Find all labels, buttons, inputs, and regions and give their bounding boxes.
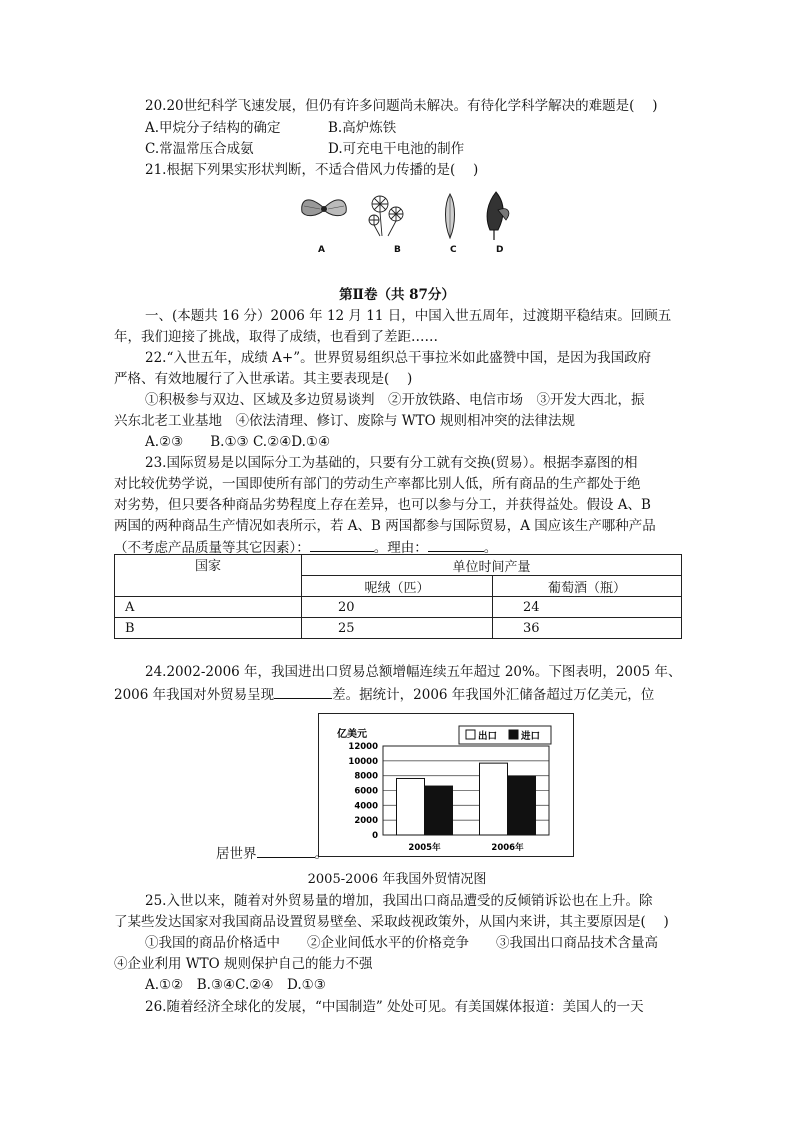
table-row [115, 597, 682, 618]
fruit-b-tufted-seed-icon [369, 196, 403, 236]
fruit-label-c: C [450, 245, 457, 255]
fruit-c-pod-icon [446, 194, 455, 238]
q23-line-1: 23.国际贸易是以国际分工为基础的，只要有分工就有交换(贸易）。根据李嘉图的相 [145, 455, 638, 471]
y-axis-label: 亿美元 [337, 729, 367, 740]
fruit-label-a: A [318, 245, 325, 255]
y-tick-label: 12000 [348, 742, 378, 752]
q20-stem: 20.20世纪科学飞速发展，但仍有许多问题尚未解决。有待化学科学解决的难题是( ) [145, 98, 658, 114]
q23-prompt: （不考虑产品质量等其它因素）： [114, 540, 310, 556]
q24-answer-blank-rank[interactable] [257, 843, 315, 858]
table-header-output: 单位时间产量 [302, 555, 682, 576]
q24-line-2-prefix: 2006 年我国对外贸易呈现 [114, 687, 275, 703]
fruit-label-b: B [394, 245, 401, 255]
q23-end-punct: 。 [483, 540, 498, 556]
q20-option-b: B.高炉炼铁 [328, 120, 397, 136]
section-title: 第Ⅱ卷（共 87分） [339, 287, 455, 303]
q24-line-1: 24.2002-2006 年，我国进出口贸易总额增幅连续五年超过 20%。下图表明，2005 年、 [145, 664, 682, 680]
fruit-illustrations [298, 190, 520, 246]
trade-chart-frame [318, 713, 574, 857]
q23-line-2: 对比较优势学说，一国即使所有部门的劳动生产率都比别人低，所有商品的生产都处于绝 [114, 476, 641, 492]
q25-line-1: 25.入世以来，随着对外贸易量的增加，我国出口商品遭受的反倾销诉讼也在上升。除 [145, 893, 653, 909]
table-cell-cloth: 25 [302, 618, 493, 639]
q21-stem: 21.根据下列果实形状判断，不适合借风力传播的是( ) [145, 162, 479, 178]
table-cell-cloth: 20 [302, 597, 493, 618]
q22-items-line-1: ①积极参与双边、区域及多边贸易谈判 ②开放铁路、电信市场 ③开发大西北，振 [145, 392, 645, 408]
q20-option-d: D.可充电干电池的制作 [328, 141, 465, 157]
q24-line-3 [216, 843, 328, 864]
y-tick-label: 10000 [348, 756, 378, 767]
q25-items-line-2: ④企业利用 WTO 规则保护自己的能力不强 [114, 956, 373, 972]
q26-line-1: 26.随着经济全球化的发展，“中国制造” 处处可见。有美国媒体报道：美国人的一天 [145, 999, 644, 1015]
legend-label-import: 进口 [521, 731, 541, 742]
bar-export-1 [480, 763, 508, 835]
table-header-country: 国家 [115, 555, 302, 597]
q23-reason-label: 。理由： [373, 540, 428, 556]
table-header-cloth: 呢绒（匹） [302, 576, 493, 597]
q25-line-2: 了某些发达国家对我国商品设置贸易壁垒、采取歧视政策外，从国内来讲，其主要原因是( ) [114, 914, 669, 930]
y-tick-label: 6000 [354, 786, 378, 797]
q24-line-3-suffix: 。 [314, 846, 328, 862]
q24-line-2 [114, 684, 654, 705]
production-table [114, 554, 682, 639]
legend-label-export: 出口 [478, 731, 498, 742]
q23-answer-blank-product[interactable] [310, 537, 374, 552]
q25-items-line-1: ①我国的商品价格适中 ②企业间低水平的价格竞争 ③我国出口商品技术含量高 [145, 935, 658, 951]
q23-line-4: 两国的两种商品生产情况如表所示，若 A、B 两国都参与国际贸易，A 国应该生产哪种产品 [114, 518, 656, 534]
q23-answer-blank-reason[interactable] [428, 537, 484, 552]
fruit-a-samara-icon [302, 200, 347, 216]
q20-option-a: A.甲烷分子结构的确定 [145, 120, 281, 136]
section-intro-line-2: 年，我们迎接了挑战，取得了成绩，也看到了差距…… [114, 329, 438, 345]
y-tick-label: 2000 [354, 816, 378, 827]
section-intro-line-1: 一、(本题共 16 分）2006 年 12 月 11 日，中国入世五周年，过渡期平稳结束。回顾五 [145, 308, 672, 324]
x-tick-label: 2005年 [408, 843, 441, 853]
y-tick-label: 0 [372, 831, 378, 841]
trade-chart [319, 714, 573, 856]
table-row [115, 618, 682, 639]
table-cell-wine: 36 [493, 618, 682, 639]
q22-options: A.②③ B.①③ C.②④D.①④ [145, 434, 331, 450]
q24-line-2-suffix: 差。据统计，2006 年我国外汇储备超过万亿美元，位 [332, 687, 655, 703]
table-cell-wine: 24 [493, 597, 682, 618]
legend-swatch-import [509, 730, 518, 739]
q24-line-3-prefix: 居世界 [216, 846, 257, 862]
fruit-d-plumed-icon [487, 192, 509, 240]
bar-import-1 [508, 776, 536, 835]
bar-export-0 [397, 778, 425, 835]
q20-option-c: C.常温常压合成氨 [145, 141, 254, 157]
q25-options: A.①② B.③④C.②④ D.①③ [145, 977, 326, 993]
y-tick-label: 8000 [354, 771, 378, 782]
q22-items-line-2: 兴东北老工业基地 ④依法清理、修订、废除与 WTO 规则相冲突的法律法规 [114, 413, 576, 429]
q22-stem-line-1: 22.“入世五年，成绩 A+”。世界贸易组织总干事拉米如此盛赞中国，是因为我国政府 [145, 350, 652, 366]
chart-caption: 2005-2006 年我国外贸情况图 [307, 872, 487, 887]
bar-import-0 [425, 786, 453, 835]
q22-stem-line-2: 严格、有效地履行了入世承诺。其主要表现是( ) [114, 371, 413, 387]
table-header-wine: 葡萄酒（瓶） [493, 576, 682, 597]
x-tick-label: 2006年 [491, 843, 524, 853]
q24-answer-blank-trade[interactable] [274, 684, 332, 699]
table-cell-country: A [115, 597, 302, 618]
y-tick-label: 4000 [354, 801, 378, 812]
table-header-row [115, 555, 682, 576]
fruit-label-d: D [496, 245, 504, 255]
legend-swatch-export [466, 730, 475, 739]
q23-line-3: 对劣势，但只要各种商品劣势程度上存在差异，也可以参与分工，并获得益处。假设 A、B [114, 497, 651, 513]
table-cell-country: B [115, 618, 302, 639]
